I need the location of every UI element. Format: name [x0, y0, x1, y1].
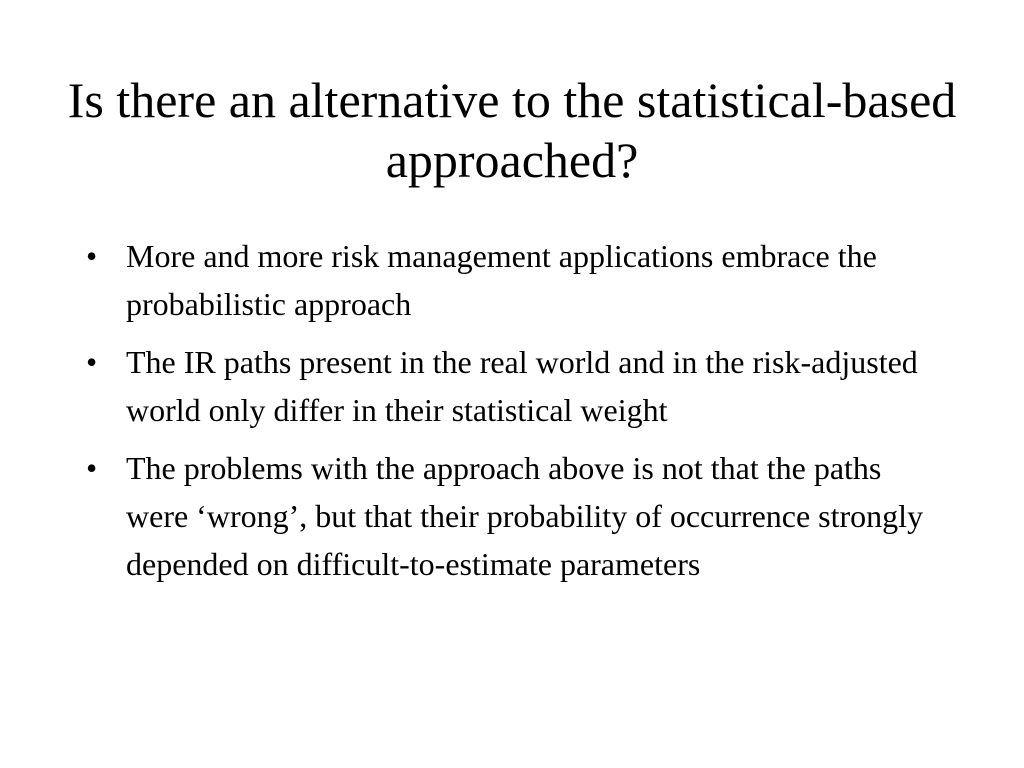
bullet-item [84, 338, 934, 434]
bullet-icon: • [86, 238, 98, 274]
bullet-icon: • [86, 450, 98, 486]
bullet-text: The IR paths present in the real world and in the risk-adjusted world only differ in their statistical weight [126, 344, 918, 428]
bullet-text: The problems with the approach above is not that the paths were ‘wrong’, but that their probability of occurrence strongly depended on difficult-to-estimate parameters [126, 450, 924, 582]
bullet-text: More and more risk management applications embrace the probabilistic approach [126, 238, 877, 322]
bullet-item [84, 232, 934, 328]
slide-title: Is there an alternative to the statistical-based approached? [67, 72, 957, 188]
bullet-list [84, 232, 934, 598]
bullet-item [84, 444, 934, 588]
bullet-icon: • [86, 344, 98, 380]
